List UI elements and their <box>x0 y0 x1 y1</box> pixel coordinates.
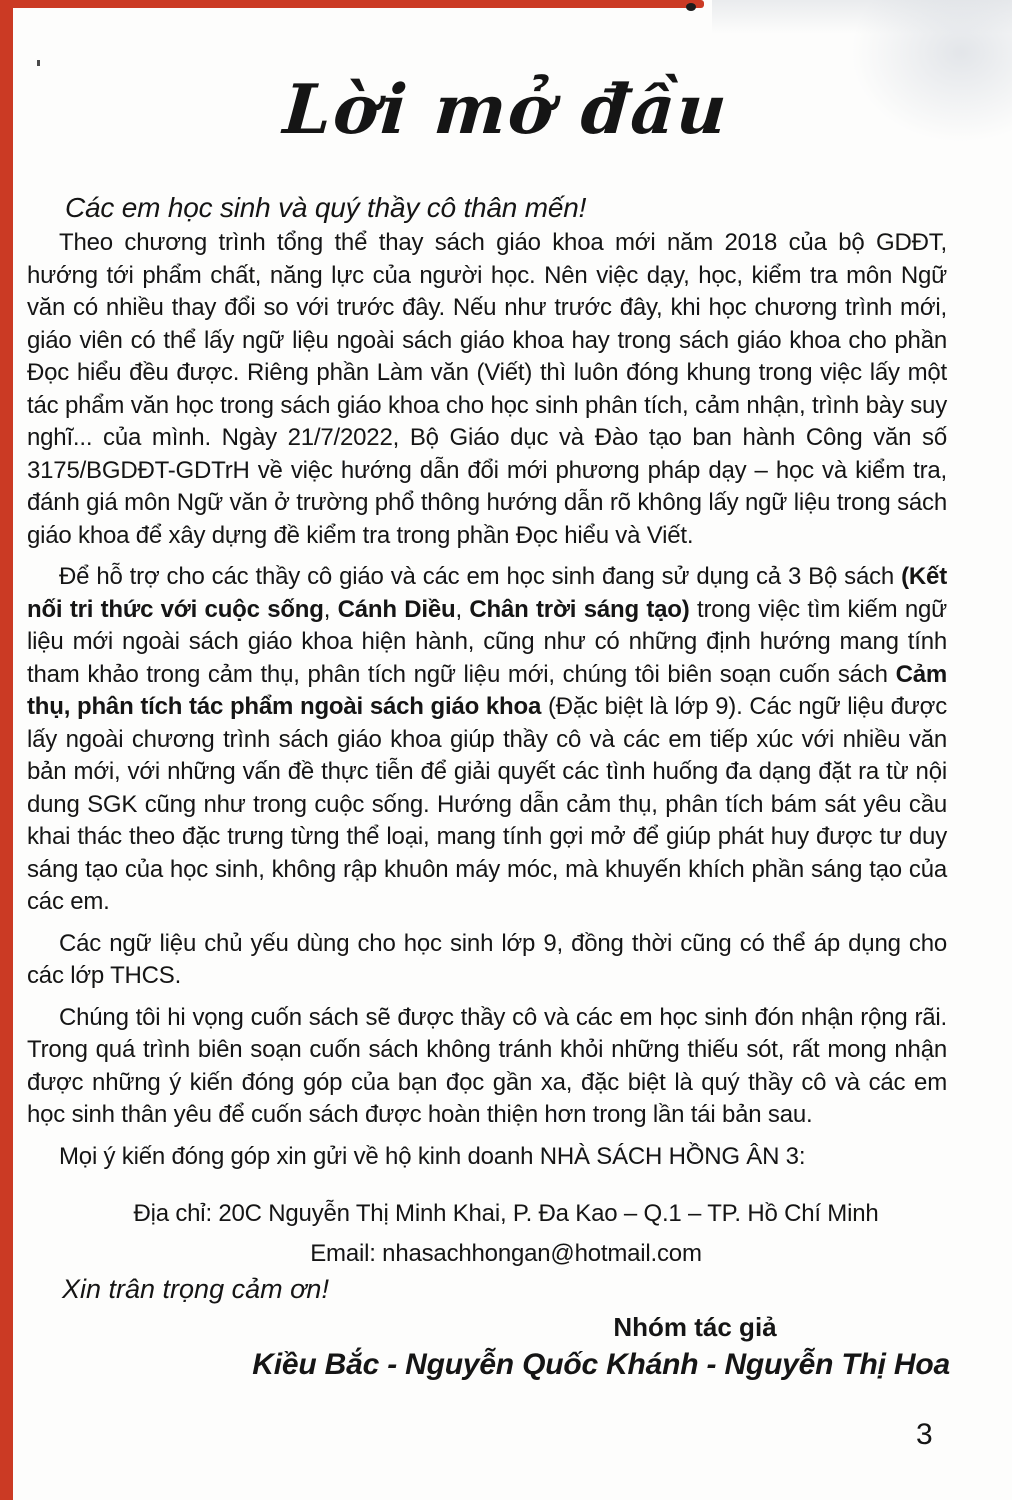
page-number: 3 <box>916 1418 933 1451</box>
bold-text-run: (Kết nối tri thức với cuộc sống <box>27 563 947 623</box>
paragraphs <box>27 227 947 1182</box>
text-run: (Đặc biệt là lớp 9). Các ngữ liệu được lấy ngoài chương trình sách giáo khoa giúp thầy cô và các em tiếp xúc với nhiều văn bản mới, với những vấn đề thực tiễn để giải quyết các tình huống đa dạng đặt ra từ nội dung SGK cũng như trong cuộc sống. Hướng dẫn cảm thụ, phân tích bám sát yêu cầu khai thác theo đặc trưng từng thể loại, mang tính gợi mở để giúp phát huy được tư duy sáng tạo của học sinh, không rập khuôn máy móc, mà khuyến khích phần sáng tạo của các em. <box>27 693 947 915</box>
address-line: Địa chỉ: 20C Nguyễn Thị Minh Khai, P. Đa Kao – Q.1 – TP. Hồ Chí Minh <box>133 1200 879 1227</box>
page-title: Lời mở đầu <box>280 70 732 150</box>
text-run: , <box>455 595 470 623</box>
red-page-edge-top <box>0 0 704 8</box>
text-run: Để hỗ trợ cho các thầy cô giáo và các em học sinh đang sử dụng cả 3 Bộ sách <box>59 563 902 590</box>
scan-ink-dot <box>686 3 696 11</box>
scan-speck <box>37 60 40 66</box>
bold-text-run: Chân trời sáng tạo) <box>469 595 690 623</box>
signoff-line: Xin trân trọng cảm ơn! <box>62 1274 329 1304</box>
bold-text-run: Cánh Diều <box>337 595 456 623</box>
email-line: Email: nhasachhongan@hotmail.com <box>310 1240 702 1267</box>
text-run: Chúng tôi hi vọng cuốn sách sẽ được thầy cô và các em học sinh đón nhận rộng rãi. Trong quá trình biên soạn cuốn sách không tránh khỏi những thiếu sót, rất mong nhận được những ý kiến đóng góp của bạn đọc gần xa, đặc biệt là quý thầy cô và các em học sinh thân yêu để cuốn sách được hoàn thiện hơn trong lần tái bản sau. <box>27 1003 947 1128</box>
text-run: trong việc tìm kiếm ngữ liệu mới ngoài sách giáo khoa hiện hành, cũng như có những định hướng mang tính tham khảo trong cảm thụ, phân tích ngữ liệu mới, chúng tôi biên soạn cuốn sách <box>27 595 948 688</box>
red-page-edge-left <box>0 0 13 1500</box>
text-run: Mọi ý kiến đóng góp xin gửi về hộ kinh doanh NHÀ SÁCH HỒNG ÂN 3: <box>59 1142 806 1170</box>
authors-label: Nhóm tác giả <box>613 1312 777 1342</box>
paragraph <box>27 928 947 993</box>
text-run: , <box>323 595 338 623</box>
bold-text-run: Cảm thụ, phân tích tác phẩm ngoài sách giáo khoa <box>27 660 947 720</box>
paragraph <box>27 1002 947 1132</box>
paragraph <box>27 561 947 919</box>
paragraph <box>27 1141 947 1174</box>
greeting-line: Các em học sinh và quý thầy cô thân mến! <box>65 192 587 223</box>
text-run: Các ngữ liệu chủ yếu dùng cho học sinh lớp 9, đồng thời cũng có thể áp dụng cho các lớp THCS. <box>27 929 947 989</box>
authors-names: Kiều Bắc - Nguyễn Quốc Khánh - Nguyễn Thị Hoa <box>252 1348 950 1381</box>
text-run: Theo chương trình tổng thể thay sách giáo khoa mới năm 2018 của bộ GDĐT, hướng tới phẩm chất, năng lực của người học. Nên việc dạy, học, kiểm tra môn Ngữ văn có nhiều thay đổi so với trước đây. Nếu như trước đây, khi học chương trình mới, giáo viên có thể lấy ngữ liệu ngoài sách giáo khoa hay trong sách giáo khoa cho phần Đọc hiểu đều được. Riêng phần Làm văn (Viết) thì luôn đóng khung trong việc lấy một tác phẩm văn học trong sách giáo khoa cho học sinh phân tích, cảm nhận, trình bày suy nghĩ... của mình. Ngày 21/7/2022, Bộ Giáo dục và Đào tạo ban hành Công văn số 3175/BGDĐT-GDTrH về việc hướng dẫn đổi mới phương pháp dạy – học và kiểm tra, đánh giá môn Ngữ văn ở trường phổ thông hướng dẫn rõ không lấy ngữ liệu trong sách giáo khoa để xây dựng đề kiểm tra trong phần Đọc hiểu và Viết. <box>27 229 947 549</box>
paragraph <box>27 227 947 552</box>
